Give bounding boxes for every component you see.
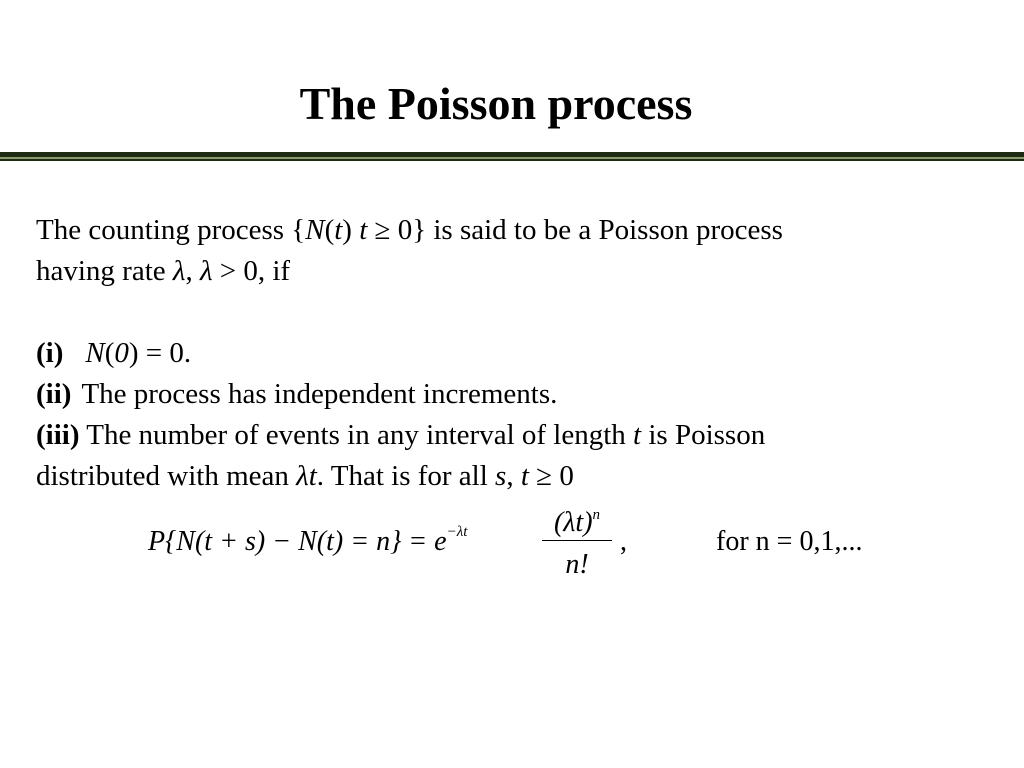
- condition-item-iii: [36, 415, 996, 456]
- formula-lhs: [148, 526, 467, 558]
- condition-label-ii: (ii): [36, 378, 72, 410]
- intro-var-n: N: [305, 214, 325, 246]
- condition-i-rest: ) = 0.: [128, 337, 192, 369]
- condition-item-ii: [36, 374, 996, 415]
- formula-numerator-text: (λt): [553, 507, 593, 538]
- condition-ii-text: The process has independent increments.: [81, 378, 558, 410]
- formula-fraction: [540, 506, 614, 585]
- formula-comma: ,: [620, 526, 627, 557]
- formula-exponent: −λt: [446, 524, 468, 540]
- formula-denominator: n!: [565, 549, 589, 580]
- intro-lambda-1: λ: [172, 255, 186, 287]
- condition-label-i: (i): [36, 337, 64, 369]
- intro-text-3: having rate: [36, 255, 173, 287]
- condition-iii-var-t: t: [633, 419, 642, 451]
- poisson-formula: [148, 506, 908, 586]
- condition-iii-var-t2: t: [520, 460, 529, 492]
- formula-lhs-text: P{N(t + s) − N(t) = n} = e: [148, 526, 447, 557]
- condition-iii-lambda-t: λt: [296, 460, 317, 492]
- intro-var-t: t: [334, 214, 343, 246]
- condition-i-var-n: N: [85, 337, 105, 369]
- condition-iii-comma: ,: [506, 460, 521, 492]
- intro-line-1: [36, 210, 996, 251]
- condition-iii-var-s: s: [495, 460, 507, 492]
- condition-iii-text-d: . That is for all: [316, 460, 496, 492]
- condition-item-i: [36, 333, 996, 374]
- intro-paren-close: ): [342, 214, 352, 246]
- intro-text-4: > 0, if: [212, 255, 291, 287]
- intro-paren-open: (: [324, 214, 335, 246]
- formula-numerator: [540, 506, 614, 540]
- formula-numerator-exponent: n: [592, 507, 601, 523]
- condition-iii-text-a: The number of events in any interval of length: [79, 419, 634, 451]
- intro-lambda-2: λ: [199, 255, 213, 287]
- condition-iii-text-c: distributed with mean: [36, 460, 297, 492]
- slide-title: The Poisson process: [299, 78, 693, 129]
- condition-iii-text-f: ≥ 0: [528, 460, 574, 492]
- condition-i-paren: (: [104, 337, 115, 369]
- intro-var-t2: t: [359, 214, 368, 246]
- condition-i-zero: 0: [114, 337, 129, 369]
- intro-text-2: ≥ 0} is said to be a Poisson process: [367, 214, 783, 246]
- condition-iii-text-b: is Poisson: [641, 419, 766, 451]
- condition-item-iii-cont: [36, 456, 996, 497]
- formula-condition: for n = 0,1,...: [716, 526, 863, 557]
- title-rule-thin: [0, 159, 1024, 161]
- intro-line-2: [36, 251, 996, 292]
- intro-comma: ,: [185, 255, 200, 287]
- condition-label-iii: (iii): [36, 419, 80, 451]
- intro-text: The counting process {: [36, 214, 306, 246]
